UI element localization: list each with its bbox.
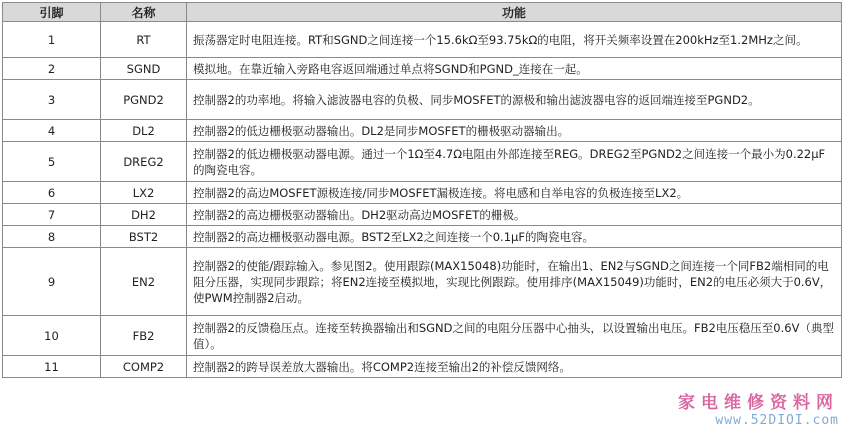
- table-row: [3, 58, 842, 80]
- pin-description: 振荡器定时电阻连接。RT和SGND之间连接一个15.6kΩ至93.75kΩ的电阻，将开关频率设置在200kHz至1.2MHz之间。: [187, 22, 842, 58]
- pin-number: 9: [3, 248, 101, 316]
- table-row: [3, 356, 842, 378]
- pin-description: 模拟地。在靠近输入旁路电容返回端通过单点将SGND和PGND_连接在一起。: [187, 58, 842, 80]
- pin-number: 1: [3, 22, 101, 58]
- table-row: [3, 182, 842, 204]
- header-name: 名称: [101, 3, 187, 22]
- pin-description: 控制器2的高边栅极驱动器输出。DH2驱动高边MOSFET的栅极。: [187, 204, 842, 226]
- table-row: [3, 142, 842, 182]
- pin-number: 10: [3, 316, 101, 356]
- header-pin: 引脚: [3, 3, 101, 22]
- pin-number: 6: [3, 182, 101, 204]
- pin-description: 控制器2的高边MOSFET源极连接/同步MOSFET漏极连接。将电感和自举电容的负极连接至LX2。: [187, 182, 842, 204]
- pin-number: 7: [3, 204, 101, 226]
- table-row: [3, 80, 842, 120]
- pin-description: 控制器2的高边栅极驱动器电源。BST2至LX2之间连接一个0.1μF的陶瓷电容。: [187, 226, 842, 248]
- pin-name: COMP2: [101, 356, 187, 378]
- pin-description: 控制器2的低边栅极驱动器电源。通过一个1Ω至4.7Ω电阻由外部连接至REG。DREG2至PGND2之间连接一个最小为0.22μF的陶瓷电容。: [187, 142, 842, 182]
- pin-description: 控制器2的功率地。将输入滤波器电容的负极、同步MOSFET的源极和输出滤波器电容的返回端连接至PGND2。: [187, 80, 842, 120]
- pin-description: 控制器2的低边栅极驱动器输出。DL2是同步MOSFET的栅极驱动器输出。: [187, 120, 842, 142]
- pin-description: 控制器2的使能/跟踪输入。参见图2。使用跟踪(MAX15048)功能时，在输出1、EN2与SGND之间连接一个同FB2端相同的电阻分压器，实现同步跟踪；将EN2连接至模拟地，实现比例跟踪。使用排序(MAX15049)功能时，EN2的电压必须大于0.6V，使PWM控制器2启动。: [187, 248, 842, 316]
- pin-name: PGND2: [101, 80, 187, 120]
- table-row: [3, 248, 842, 316]
- pin-name: EN2: [101, 248, 187, 316]
- table-row: [3, 226, 842, 248]
- header-function: 功能: [187, 3, 842, 22]
- table-row: [3, 316, 842, 356]
- pin-number: 4: [3, 120, 101, 142]
- pin-name: DREG2: [101, 142, 187, 182]
- table-row: [3, 120, 842, 142]
- pin-description-table: [2, 2, 842, 378]
- pin-number: 5: [3, 142, 101, 182]
- header-row: [3, 3, 842, 22]
- table-row: [3, 204, 842, 226]
- pin-number: 2: [3, 58, 101, 80]
- pin-description: 控制器2的反馈稳压点。连接至转换器输出和SGND之间的电阻分压器中心抽头，以设置输出电压。FB2电压稳压至0.6V（典型值）。: [187, 316, 842, 356]
- pin-description: 控制器2的跨导误差放大器输出。将COMP2连接至输出2的补偿反馈网络。: [187, 356, 842, 378]
- pin-name: BST2: [101, 226, 187, 248]
- pin-name: LX2: [101, 182, 187, 204]
- watermark-url: www.52DIOI.com: [715, 413, 839, 428]
- watermark-text: 家电维修资料网: [678, 393, 839, 413]
- pin-number: 8: [3, 226, 101, 248]
- pin-number: 11: [3, 356, 101, 378]
- pin-name: SGND: [101, 58, 187, 80]
- pin-name: DL2: [101, 120, 187, 142]
- table-row: [3, 22, 842, 58]
- pin-number: 3: [3, 80, 101, 120]
- pin-name: RT: [101, 22, 187, 58]
- site-watermark: [678, 388, 839, 428]
- pin-name: DH2: [101, 204, 187, 226]
- pin-name: FB2: [101, 316, 187, 356]
